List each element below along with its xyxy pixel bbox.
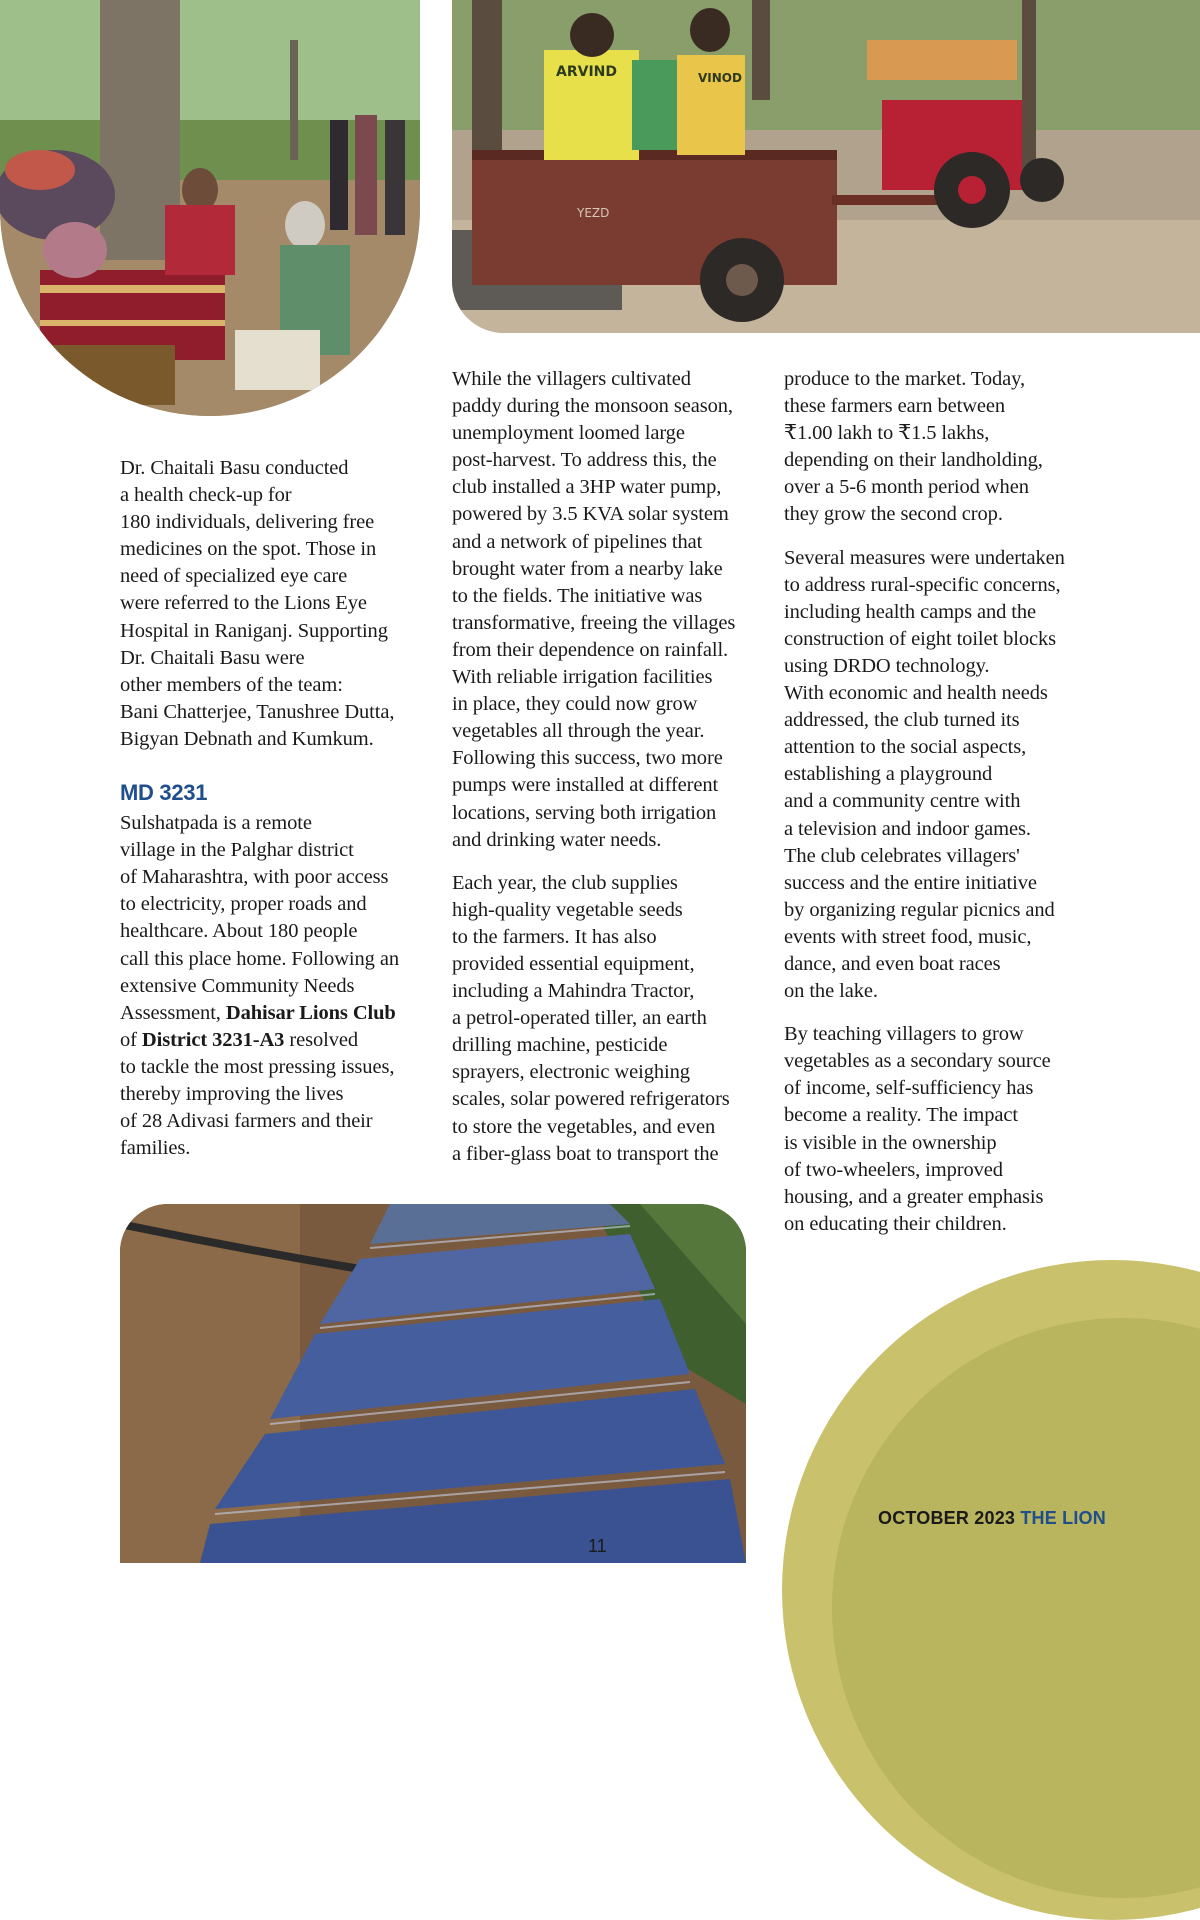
text-line: produce to the market. Today, xyxy=(784,368,1026,390)
text-line: to electricity, proper roads and xyxy=(120,893,367,916)
text-line: paddy during the monsoon season, xyxy=(452,395,733,418)
text-line: Dr. Chaitali Basu conducted xyxy=(120,457,349,479)
text-line: families. xyxy=(120,1137,191,1160)
paragraph-social-measures xyxy=(784,545,1074,1006)
shirt-text-arvind: ARVIND xyxy=(556,64,617,80)
text-line: of two-wheelers, improved xyxy=(784,1158,1003,1181)
issue-date: OCTOBER 2023 xyxy=(878,1508,1016,1528)
text-line: brought water from a nearby lake xyxy=(452,557,723,580)
text-line: attention to the social aspects, xyxy=(784,736,1027,759)
footer-issue-label xyxy=(878,1508,1106,1529)
text-line xyxy=(120,1000,420,1027)
text-line: a health check-up for xyxy=(120,484,292,507)
text-line: a television and indoor games. xyxy=(784,817,1031,840)
text-line: and a network of pipelines that xyxy=(452,530,703,553)
text-line: sprayers, electronic weighing xyxy=(452,1061,690,1084)
text-line: of income, self-sufficiency has xyxy=(784,1077,1034,1100)
solar-panels-photo xyxy=(120,1204,746,1563)
section-heading-md3231: MD 3231 xyxy=(120,780,208,806)
text-line: housing, and a greater emphasis xyxy=(784,1185,1044,1208)
text-line xyxy=(120,1027,420,1054)
text-line: other members of the team: xyxy=(120,673,343,696)
text-line: 180 individuals, delivering free xyxy=(120,511,375,534)
text-line: Bigyan Debnath and Kumkum. xyxy=(120,727,374,750)
text-line: to the farmers. It has also xyxy=(452,925,657,948)
text-line: addressed, the club turned its xyxy=(784,709,1020,732)
text-line: By teaching villagers to grow xyxy=(784,1023,1024,1046)
text-line: need of specialized eye care xyxy=(120,565,348,588)
page-number: 11 xyxy=(588,1536,607,1556)
text-line: is visible in the ownership xyxy=(784,1131,997,1154)
text-line: a fiber-glass boat to transport the xyxy=(452,1142,719,1165)
text-line: drilling machine, pesticide xyxy=(452,1034,668,1057)
text-line: on educating their children. xyxy=(784,1212,1007,1235)
text-line: transformative, freeing the villages xyxy=(452,611,736,634)
text-line: ₹1.00 lakh to ₹1.5 lakhs, xyxy=(784,422,990,445)
text-column-3 xyxy=(784,366,1074,1254)
text-line: Several measures were undertaken xyxy=(784,546,1065,569)
text-line: call this place home. Following an xyxy=(120,947,399,970)
text-line: including health camps and the xyxy=(784,600,1037,623)
text-line: to address rural-specific concerns, xyxy=(784,573,1061,596)
text-line: pumps were installed at different xyxy=(452,774,719,797)
text-line: Following this success, two more xyxy=(452,747,723,770)
shirt-text-vinod: VINOD xyxy=(698,71,742,85)
text-line: powered by 3.5 KVA solar system xyxy=(452,503,729,526)
text-line: in place, they could now grow xyxy=(452,693,698,716)
text-line: over a 5-6 month period when xyxy=(784,476,1029,499)
paragraph-health-checkup xyxy=(120,455,420,753)
text-line: were referred to the Lions Eye xyxy=(120,592,367,615)
text-line: using DRDO technology. xyxy=(784,654,990,677)
text-line: success and the entire initiative xyxy=(784,871,1037,894)
paragraph-equipment xyxy=(452,870,752,1168)
text-line: club installed a 3HP water pump, xyxy=(452,476,722,499)
magazine-name: THE LION xyxy=(1020,1508,1106,1528)
text-line: to tackle the most pressing issues, xyxy=(120,1055,395,1078)
text-line: on the lake. xyxy=(784,980,878,1003)
text-line: of Maharashtra, with poor access xyxy=(120,866,389,889)
text-line: dance, and even boat races xyxy=(784,952,1001,975)
text-line: While the villagers cultivated xyxy=(452,368,691,390)
text-line: Each year, the club supplies xyxy=(452,871,678,894)
health-camp-photo xyxy=(0,0,420,416)
text-line: a petrol-operated tiller, an earth xyxy=(452,1007,707,1030)
text-line: scales, solar powered refrigerators xyxy=(452,1088,730,1111)
text-line: establishing a playground xyxy=(784,763,993,786)
text-line: these farmers earn between xyxy=(784,395,1006,418)
district-name: District 3231-A3 xyxy=(141,1028,285,1051)
text-line: The club celebrates villagers' xyxy=(784,844,1020,867)
text-line: to store the vegetables, and even xyxy=(452,1115,716,1138)
text-line: become a reality. The impact xyxy=(784,1104,1018,1127)
text-column-1 xyxy=(120,455,420,1178)
club-name: Dahisar Lions Club xyxy=(225,1001,396,1024)
text-line: from their dependence on rainfall. xyxy=(452,638,729,661)
text-line: events with street food, music, xyxy=(784,925,1032,948)
text-line: extensive Community Needs xyxy=(120,974,355,997)
paragraph-earnings xyxy=(784,366,1074,529)
text-line: With reliable irrigation facilities xyxy=(452,666,713,689)
text-line: With economic and health needs xyxy=(784,682,1048,705)
paragraph-sulshatpada xyxy=(120,810,420,1162)
text-line: including a Mahindra Tractor, xyxy=(452,980,695,1003)
of-text: of xyxy=(120,1028,142,1051)
resolved-text: resolved xyxy=(284,1028,359,1051)
text-line: and drinking water needs. xyxy=(452,828,662,851)
tractor-photo xyxy=(452,0,1200,333)
trailer-text: YEZD xyxy=(577,206,610,220)
text-line: vegetables all through the year. xyxy=(452,720,705,743)
text-line: Hospital in Raniganj. Supporting xyxy=(120,619,388,642)
text-line: provided essential equipment, xyxy=(452,952,695,975)
text-line: medicines on the spot. Those in xyxy=(120,538,377,561)
assessment-text: Assessment, xyxy=(120,1001,226,1024)
text-line: post-harvest. To address this, the xyxy=(452,449,717,472)
text-line: they grow the second crop. xyxy=(784,503,1003,526)
text-line: vegetables as a secondary source xyxy=(784,1050,1051,1073)
paragraph-impact xyxy=(784,1021,1074,1238)
text-line: by organizing regular picnics and xyxy=(784,898,1055,921)
text-line: depending on their landholding, xyxy=(784,449,1043,472)
text-line: of 28 Adivasi farmers and their xyxy=(120,1110,373,1133)
text-line: and a community centre with xyxy=(784,790,1021,813)
text-line: high-quality vegetable seeds xyxy=(452,898,683,921)
text-line: Bani Chatterjee, Tanushree Dutta, xyxy=(120,700,395,723)
text-line: unemployment loomed large xyxy=(452,422,685,445)
text-line: to the fields. The initiative was xyxy=(452,584,703,607)
text-column-2 xyxy=(452,366,752,1184)
paragraph-irrigation xyxy=(452,366,752,854)
text-line: village in the Palghar district xyxy=(120,839,354,862)
text-line: construction of eight toilet blocks xyxy=(784,627,1057,650)
text-line: Sulshatpada is a remote xyxy=(120,812,312,835)
text-line: thereby improving the lives xyxy=(120,1082,344,1105)
text-line: healthcare. About 180 people xyxy=(120,920,358,943)
text-line: Dr. Chaitali Basu were xyxy=(120,646,305,669)
text-line: locations, serving both irrigation xyxy=(452,801,717,824)
